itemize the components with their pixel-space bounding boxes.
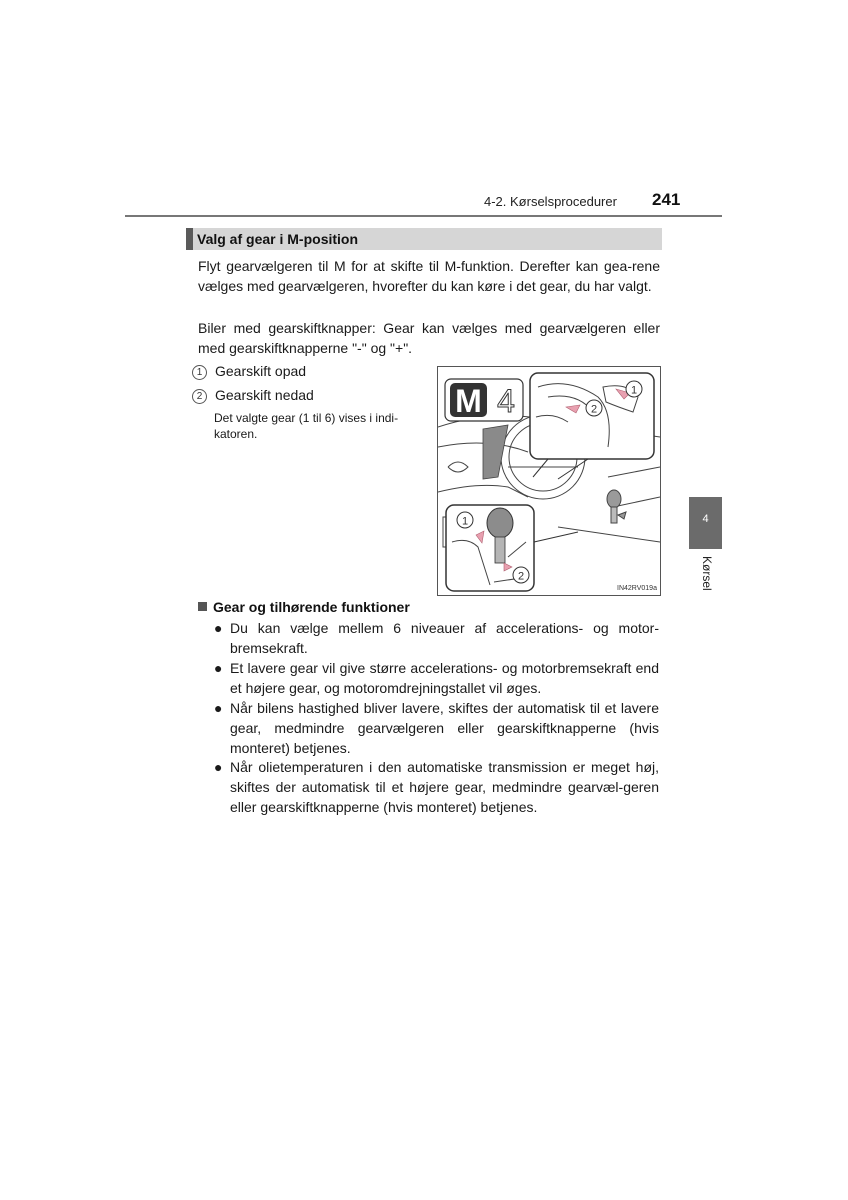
section-title: Valg af gear i M-position — [197, 231, 359, 247]
bullet-dot-icon: ● — [214, 759, 223, 775]
bullet-text: Et lavere gear vil give større accelerations- og motorbremsekraft end et højere gear, og motoromdrejningstallet vil øges. — [230, 660, 659, 696]
bullet-text: Når olietemperaturen i den automatiske transmission er meget høj, skiftes der automatisk til et højere gear, medmindre gearvæl-geren eller gearskiftknapperne (hvis monteret) betjenes. — [230, 759, 659, 815]
item-shift-down — [192, 385, 314, 405]
running-header-section: 4-2. Kørselsprocedurer — [484, 194, 617, 209]
indicator-digit: 4 — [497, 383, 515, 419]
chapter-tab-label: Kørsel — [700, 556, 714, 591]
figure-code: IN42RV019a — [617, 585, 657, 592]
bullet-text: Du kan vælge mellem 6 niveauer af accelerations- og motor-bremsekraft. — [230, 620, 659, 656]
callout-2: 2 — [590, 403, 598, 416]
bullet-dot-icon: ● — [214, 700, 223, 716]
gear-shift-illustration — [437, 366, 661, 596]
item-shift-up — [192, 361, 306, 381]
bullet-item — [214, 618, 659, 658]
item-label: Gearskift nedad — [215, 387, 314, 403]
callout-2-lower: 2 — [517, 570, 525, 583]
bullet-item — [214, 757, 659, 817]
gear-indicator-note: Det valgte gear (1 til 6) vises i indi-katoren. — [214, 411, 399, 441]
section-title-accent — [186, 228, 193, 250]
item-label: Gearskift opad — [215, 363, 307, 379]
callout-1-lower: 1 — [461, 515, 469, 528]
subsection-title: Gear og tilhørende funktioner — [213, 599, 410, 615]
square-bullet-icon — [198, 602, 207, 611]
indicator-letter: M — [455, 383, 482, 419]
bullet-item — [214, 658, 659, 698]
bullet-text: Når bilens hastighed bliver lavere, skiftes der automatisk til et lavere gear, medmindre gearvælgeren eller gearskiftknapperne (hvis monteret) betjenes. — [230, 700, 659, 756]
callout-number: 1 — [192, 365, 207, 380]
page-number: 241 — [652, 190, 681, 209]
illustration-drawing — [438, 367, 660, 595]
callout-number: 2 — [192, 389, 207, 404]
intro-paragraph: Flyt gearvælgeren til M for at skifte til M-funktion. Derefter kan gea-rene vælges med gearvælgeren, hvorefter du kan køre i det gear, du har valgt. — [198, 258, 660, 294]
bullet-dot-icon: ● — [214, 660, 223, 676]
bullet-dot-icon: ● — [214, 620, 223, 636]
subsection-heading — [198, 599, 410, 615]
buttons-paragraph: Biler med gearskiftknapper: Gear kan vælges med gearvælgeren eller med gearskiftknapperne "-" og "+". — [198, 320, 660, 356]
bullet-item — [214, 698, 659, 758]
callout-1: 1 — [630, 384, 638, 397]
header-rule — [125, 215, 722, 217]
chapter-tab: 4 — [689, 497, 722, 549]
